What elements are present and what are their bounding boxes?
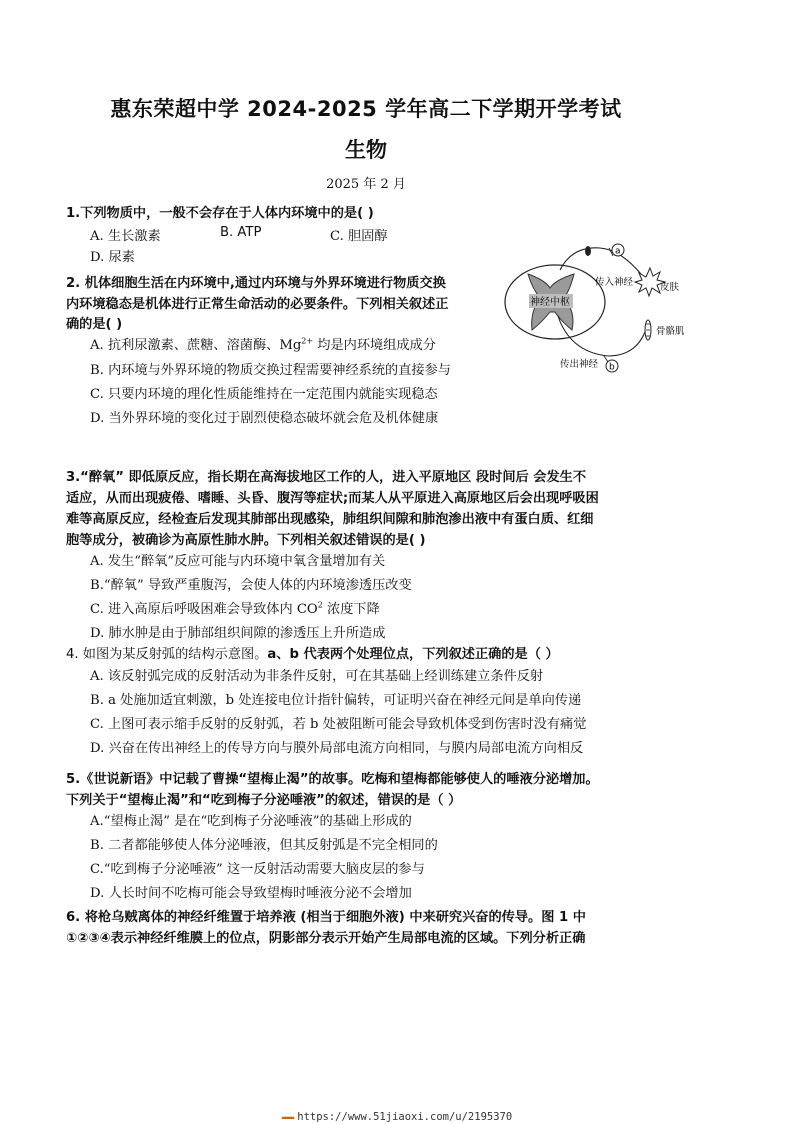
reflex-arc-diagram (500, 240, 700, 375)
question-3-option-c-text: C. 进入高原后呼吸困难会导致体内 CO (90, 602, 318, 617)
question-2-option-a-text-end: 均是内环境组成成分 (313, 338, 436, 353)
question-6-stem-line1: 6. 将枪乌贼离体的神经纤维置于培养液 (相当于细胞外液) 中来研究兴奋的传导。图 1 中 (66, 910, 586, 925)
ganglion (585, 246, 591, 256)
question-3-option-c-text-end: 浓度下降 (322, 602, 380, 617)
footer-url[interactable]: https://www.51jiaoxi.com/u/2195370 (297, 1111, 513, 1123)
question-3-option-c-superscript: 2 (317, 600, 323, 610)
question-1-option-a: A. 生长激素 (90, 229, 161, 244)
question-2-option-d: D. 当外界环境的变化过于剧烈使稳态破坏就会危及机体健康 (90, 411, 439, 426)
question-3-option-d: D. 肺水肿是由于肺部组织间隙的渗透压上升所造成 (90, 626, 386, 641)
efferent-nerve-label: 传出神经 (560, 359, 599, 370)
question-4-option-c: C. 上图可表示缩手反射的反射弧，若 b 处被阻断可能会导致机体受到伤害时没有痛觉 (90, 717, 587, 732)
question-5-stem-line2: 下列关于“望梅止渴”和“吃到梅子分泌唾液”的叙述，错误的是（ ） (66, 793, 462, 808)
question-2-stem-line3: 确的是( ) (66, 317, 123, 332)
question-4-stem-text: 4. 如图为某反射弧的结构示意图。 (66, 647, 268, 662)
question-3-option-b: B.“醉氧” 导致严重腹泻，会使人体的内环境渗透压改变 (90, 578, 412, 593)
question-2-option-b: B. 内环境与外界环境的物质交换过程需要神经系统的直接参与 (90, 363, 451, 378)
question-5-option-b: B. 二者都能够使人体分泌唾液，但其反射弧是不完全相同的 (90, 838, 438, 853)
question-2-option-c: C. 只要内环境的理化性质能维持在一定范围内就能实现稳态 (90, 387, 438, 402)
question-2-stem-line1: 2. 机体细胞生活在内环境中,通过内环境与外界环境进行物质交换 (66, 276, 446, 291)
question-3-stem-line2: 适应，从而出现疲倦、嗜睡、头昏、腹泻等症状;而某人从平原进入高原地区后会出现呼吸困 (66, 491, 599, 506)
question-1-option-d: D. 尿素 (90, 250, 135, 265)
footer-logo-mark: ▬▬▬ (281, 1113, 294, 1122)
question-3-stem-line1: 3.“醉氧” 即低原反应，指长期在高海拔地区工作的人，进入平原地区 段时间后 会发生不 (66, 470, 587, 485)
point-b-label: b (609, 362, 615, 373)
question-5-option-c: C.“吃到梅子分泌唾液” 这一反射活动需要大脑皮层的参与 (90, 862, 425, 877)
question-2-option-a (90, 334, 436, 353)
question-5-stem-line1: 5.《世说新语》中记载了曹操“望梅止渴”的故事。吃梅和望梅都能够使人的唾液分泌增加。 (66, 772, 599, 787)
exam-title: 惠东荣超中学 2024-2025 学年高二下学期开学考试 (110, 97, 622, 121)
point-a-label: a (615, 246, 621, 257)
afferent-nerve-label: 传入神经 (595, 277, 634, 288)
question-5-option-a: A.“望梅止渴” 是在“吃到梅子分泌唾液”的基础上形成的 (90, 814, 412, 829)
question-1-option-b: B. ATP (220, 225, 262, 240)
question-2-stem-line2: 内环境稳态是机体进行正常生命活动的必要条件。下列相关叙述正 (66, 297, 449, 312)
question-2-option-a-text: A. 抗利尿激素、蔗糖、溶菌酶、Mg (90, 338, 302, 353)
skin-label: 皮肤 (660, 282, 680, 293)
skeletal-muscle-label: 骨骼肌 (656, 326, 685, 337)
question-3-stem-line3: 难等高原反应，经检查后发现其肺部出现感染，肺组织间隙和肺泡渗出液中有蛋白质、红细 (66, 512, 594, 527)
question-6-stem-line2: ①②③④表示神经纤维膜上的位点，阴影部分表示开始产生局部电流的区域。下列分析正确 (66, 931, 586, 946)
nerve-center-label: 神经中枢 (530, 297, 570, 308)
question-4-option-d: D. 兴奋在传出神经上的传导方向与膜外局部电流方向相同，与膜内局部电流方向相反 (90, 741, 584, 756)
question-3-stem-line4: 胞等成分，被确诊为高原性肺水肿。下列相关叙述错误的是( ) (66, 533, 426, 548)
question-1-option-c: C. 胆固醇 (330, 229, 388, 244)
question-3-option-a: A. 发生“醉氧”反应可能与内环境中氧含量增加有关 (90, 554, 386, 569)
exam-date: 2025 年 2 月 (326, 177, 406, 192)
footer-watermark (0, 1111, 794, 1123)
question-5-option-d: D. 人长时间不吃梅可能会导致望梅时唾液分泌不会增加 (90, 886, 412, 901)
question-4-stem (66, 643, 559, 662)
question-3-option-c (90, 598, 380, 617)
question-4-stem-bold: a、b 代表两个处理位点，下列叙述正确的是（ ） (267, 647, 559, 662)
question-2-option-a-superscript: 2+ (301, 336, 314, 346)
question-4-option-b: B. a 处施加适宜刺激，b 处连接电位计指针偏转，可证明兴奋在神经元间是单向传递 (90, 693, 582, 708)
question-4-option-a: A. 该反射弧完成的反射活动为非条件反射，可在其基础上经训练建立条件反射 (90, 669, 544, 684)
exam-subject: 生物 (345, 138, 387, 162)
question-1-stem: 1.下列物质中，一般不会存在于人体内环境中的是( ) (66, 206, 374, 221)
